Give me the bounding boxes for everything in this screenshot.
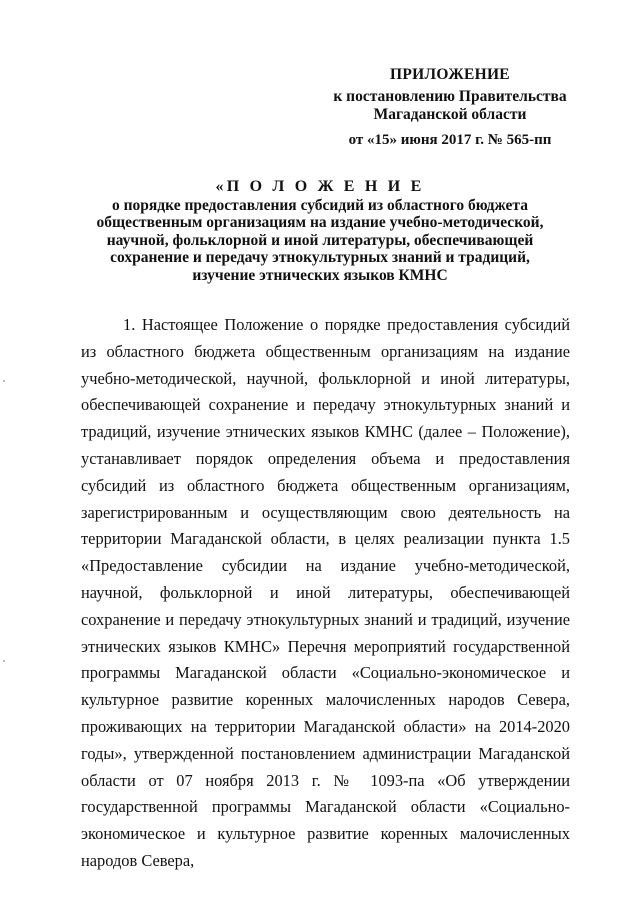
heading-line: общественным организациям на издание учебно-методической, — [96, 214, 544, 232]
heading-line: изучение этнических языков КМНС — [192, 266, 448, 284]
scan-margin-dot — [3, 660, 5, 662]
body-paragraph: 1. Настоящее Положение о порядке предоставления субсидий из областного бюджета общественным организациям на издание учебно-методической, научной, фольклорной и иной литературы, обеспечивающей сохранение и передачу этнокультурных знаний и традиций, изучение этнических языков КМНС (далее – Положение), устанавливает порядок определения объема и предоставления субсидий из областного бюджета общественным организациям, зарегистрированным и осуществляющим свою деятельность на территории Магаданской области, в целях реализации пункта 1.5 «Предоставление субсидии на издание учебно-методической, научной, фольклорной и иной литературы, обеспечивающей сохранение и передачу этнокультурных знаний и традиций, изучение этнических языков КМНС» Перечня мероприятий государственной программы Магаданской области «Социально-экономическое и культурное развитие коренных малочисленных народов Севера, проживающих на территории Магаданской области» на 2014-2020 годы», утвержденной постановлением администрации Магаданской области от 07 ноября 2013 г. № 1093-па «Об утверждении государственной программы Магаданской области «Социально-экономическое и культурное развитие коренных малочисленных народов Севера, — [81, 315, 570, 870]
appendix-block — [330, 66, 570, 149]
appendix-title: ПРИЛОЖЕНИЕ — [390, 66, 510, 83]
heading-line: научной, фольклорной и иной литературы, обеспечивающей — [106, 231, 534, 249]
scan-margin-dot — [3, 380, 5, 382]
document-body — [81, 312, 570, 875]
appendix-date-number: от «15» июня 2017 г. № 565-пп — [348, 132, 552, 148]
document-heading — [80, 178, 560, 285]
heading-line: о порядке предоставления субсидий из областного бюджета — [112, 196, 528, 214]
appendix-region-line: Магаданской области — [373, 106, 527, 123]
heading-title: «П О Л О Ж Е Н И Е — [215, 178, 425, 195]
appendix-reference-line: к постановлению Правительства — [333, 88, 567, 105]
heading-line: сохранение и передачу этнокультурных знаний и традиций, — [110, 249, 530, 267]
